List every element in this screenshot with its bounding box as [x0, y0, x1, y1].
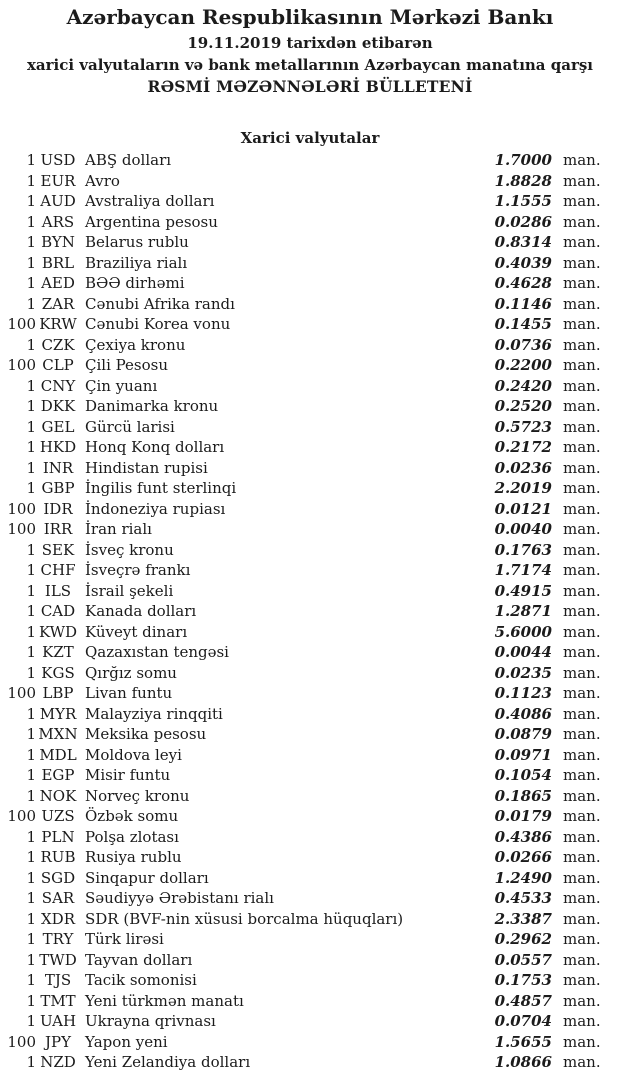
currency-code-cell: BYN: [41, 233, 75, 251]
quantity-cell: 1: [26, 376, 36, 395]
currency-code-cell: USD: [40, 151, 76, 169]
currency-name-cell: Gürcü larisi: [85, 417, 175, 436]
rate-value-cell: 0.4857: [494, 991, 552, 1010]
bulletin-header: [0, 0, 620, 149]
currency-code-cell: UZS: [41, 807, 75, 825]
unit-cell: man.: [563, 397, 601, 415]
unit-cell: man.: [563, 274, 601, 292]
currency-name-cell: Avro: [85, 171, 120, 190]
unit-cell: man.: [563, 909, 601, 928]
currency-code-cell: CAD: [40, 602, 76, 620]
table-row: [0, 766, 620, 787]
currency-code-cell: JPY: [44, 1032, 71, 1051]
unit-cell: man.: [563, 356, 601, 374]
unit-cell: man.: [563, 745, 601, 764]
unit-cell: man.: [563, 581, 601, 600]
quantity-cell: 1: [26, 950, 36, 969]
rate-value-cell: 1.5655: [494, 1032, 552, 1051]
unit-cell: man.: [563, 192, 601, 210]
currency-code-cell: GEL: [41, 417, 75, 436]
currency-code-cell: TMT: [40, 991, 76, 1010]
table-row: [0, 746, 620, 767]
table-row: [0, 807, 620, 828]
currency-code-cell: AUD: [40, 192, 76, 210]
quantity-cell: 100: [7, 684, 36, 702]
rate-value-cell: 0.4039: [494, 253, 552, 272]
quantity-cell: 1: [26, 1053, 36, 1071]
rate-value-cell: 2.2019: [494, 479, 552, 497]
rate-value-cell: 1.0866: [494, 1053, 552, 1071]
table-row: [0, 438, 620, 459]
currency-code-cell: KZT: [42, 643, 74, 661]
quantity-cell: 1: [26, 663, 36, 682]
table-row: [0, 500, 620, 521]
quantity-cell: 1: [26, 479, 36, 497]
currency-name-cell: İngilis funt sterlinqi: [85, 479, 237, 497]
unit-cell: man.: [563, 704, 601, 723]
currency-code-cell: MXN: [38, 725, 78, 743]
rate-value-cell: 0.0286: [494, 212, 552, 231]
quantity-cell: 1: [26, 622, 36, 641]
rate-value-cell: 2.3387: [494, 909, 552, 928]
bank-title: Azərbaycan Respublikasının Mərkəzi Bankı: [66, 5, 554, 29]
currency-name-cell: Moldova leyi: [85, 745, 182, 764]
table-row: [0, 1053, 620, 1074]
currency-code-cell: HKD: [39, 438, 77, 456]
unit-cell: man.: [563, 868, 601, 887]
unit-cell: man.: [563, 1012, 601, 1030]
rate-value-cell: 0.0704: [494, 1012, 552, 1030]
currency-name-cell: Norveç kronu: [85, 786, 190, 805]
currency-name-cell: İsveç kronu: [85, 540, 174, 559]
currency-code-cell: CZK: [41, 335, 75, 354]
quantity-cell: 1: [26, 766, 36, 784]
unit-cell: man.: [563, 684, 601, 702]
currency-code-cell: CHF: [40, 561, 76, 579]
currency-code-cell: ZAR: [41, 294, 75, 313]
currency-name-cell: Avstraliya dolları: [85, 192, 215, 210]
quantity-cell: 1: [26, 171, 36, 190]
rate-value-cell: 0.1763: [494, 540, 552, 559]
quantity-cell: 1: [26, 438, 36, 456]
currency-code-cell: NZD: [40, 1053, 76, 1071]
currency-code-cell: GBP: [41, 479, 75, 497]
rate-value-cell: 0.0557: [494, 950, 552, 969]
rate-value-cell: 0.0736: [494, 335, 552, 354]
table-row: [0, 1012, 620, 1033]
quantity-cell: 1: [26, 151, 36, 169]
unit-cell: man.: [563, 315, 601, 333]
unit-cell: man.: [563, 499, 601, 518]
currency-code-cell: TWD: [39, 950, 77, 969]
rate-value-cell: 1.7174: [494, 561, 552, 579]
rate-value-cell: 0.5723: [494, 417, 552, 436]
table-row: [0, 295, 620, 316]
unit-cell: man.: [563, 971, 601, 989]
quantity-cell: 1: [26, 725, 36, 743]
table-row: [0, 233, 620, 254]
table-row: [0, 377, 620, 398]
unit-cell: man.: [563, 479, 601, 497]
currency-code-cell: CLP: [42, 356, 74, 374]
quantity-cell: 1: [26, 602, 36, 620]
quantity-cell: 100: [7, 356, 36, 374]
currency-code-cell: SEK: [41, 540, 75, 559]
currency-code-cell: SAR: [41, 889, 75, 907]
quantity-cell: 1: [26, 233, 36, 251]
unit-cell: man.: [563, 540, 601, 559]
unit-cell: man.: [563, 827, 601, 846]
unit-cell: man.: [563, 643, 601, 661]
table-row: [0, 664, 620, 685]
currency-code-cell: EGP: [41, 766, 75, 784]
table-row: [0, 254, 620, 275]
rate-value-cell: 1.2871: [494, 602, 552, 620]
rate-value-cell: 0.2172: [494, 438, 552, 456]
currency-name-cell: Honq Konq dolları: [85, 438, 225, 456]
quantity-cell: 1: [26, 253, 36, 272]
currency-code-cell: UAH: [39, 1012, 77, 1030]
quantity-cell: 100: [7, 315, 36, 333]
currency-name-cell: Livan funtu: [85, 684, 173, 702]
bulletin-title: RƏSMİ MƏZƏNNƏLƏRİ BÜLLETENİ: [147, 77, 473, 96]
unit-cell: man.: [563, 520, 601, 538]
currency-code-cell: LBP: [42, 684, 74, 702]
currency-name-cell: Argentina pesosu: [85, 212, 218, 231]
unit-cell: man.: [563, 151, 601, 169]
currency-name-cell: BƏƏ dirhəmi: [85, 274, 185, 292]
quantity-cell: 1: [26, 212, 36, 231]
unit-cell: man.: [563, 335, 601, 354]
table-row: [0, 1033, 620, 1054]
currency-name-cell: Braziliya rialı: [85, 253, 188, 272]
quantity-cell: 100: [7, 807, 36, 825]
table-row: [0, 520, 620, 541]
unit-cell: man.: [563, 725, 601, 743]
currency-code-cell: AED: [41, 274, 75, 292]
currency-code-cell: TJS: [44, 971, 72, 989]
quantity-cell: 1: [26, 417, 36, 436]
currency-name-cell: Yeni Zelandiya dolları: [85, 1053, 251, 1071]
unit-cell: man.: [563, 212, 601, 231]
quantity-cell: 1: [26, 827, 36, 846]
unit-cell: man.: [563, 848, 601, 866]
currency-name-cell: Polşa zlotası: [85, 827, 179, 846]
currency-code-cell: SGD: [40, 868, 76, 887]
quantity-cell: 1: [26, 786, 36, 805]
quantity-cell: 1: [26, 930, 36, 948]
table-row: [0, 684, 620, 705]
currency-code-cell: TRY: [42, 930, 74, 948]
quantity-cell: 1: [26, 458, 36, 477]
quantity-cell: 1: [26, 335, 36, 354]
table-row: [0, 602, 620, 623]
rate-value-cell: 0.4533: [494, 889, 552, 907]
table-row: [0, 787, 620, 808]
table-row: [0, 459, 620, 480]
table-row: [0, 828, 620, 849]
quantity-cell: 100: [7, 520, 36, 538]
currency-name-cell: Qırğız somu: [85, 663, 177, 682]
table-row: [0, 336, 620, 357]
rate-value-cell: 0.1753: [494, 971, 552, 989]
currency-code-cell: XDR: [41, 909, 75, 928]
rate-value-cell: 0.0971: [494, 745, 552, 764]
table-row: [0, 397, 620, 418]
rate-value-cell: 0.0044: [494, 643, 552, 661]
quantity-cell: 1: [26, 1012, 36, 1030]
table-row: [0, 192, 620, 213]
quantity-cell: 1: [26, 971, 36, 989]
table-row: [0, 541, 620, 562]
rate-value-cell: 0.2520: [494, 397, 552, 415]
rate-value-cell: 1.1555: [494, 192, 552, 210]
table-row: [0, 213, 620, 234]
rate-value-cell: 0.1146: [494, 294, 552, 313]
unit-cell: man.: [563, 889, 601, 907]
table-row: [0, 274, 620, 295]
table-row: [0, 561, 620, 582]
quantity-cell: 1: [26, 643, 36, 661]
currency-code-cell: PLN: [41, 827, 75, 846]
table-row: [0, 910, 620, 931]
quantity-cell: 1: [26, 581, 36, 600]
currency-code-cell: RUB: [40, 848, 76, 866]
rate-value-cell: 0.1123: [494, 684, 552, 702]
quantity-cell: 1: [26, 192, 36, 210]
table-row: [0, 889, 620, 910]
currency-name-cell: Çin yuanı: [85, 376, 158, 395]
currency-name-cell: İsrail şekeli: [85, 581, 174, 600]
unit-cell: man.: [563, 233, 601, 251]
currency-name-cell: Yapon yeni: [85, 1032, 168, 1051]
unit-cell: man.: [563, 253, 601, 272]
quantity-cell: 1: [26, 745, 36, 764]
currency-name-cell: ABŞ dolları: [85, 151, 172, 169]
unit-cell: man.: [563, 417, 601, 436]
unit-cell: man.: [563, 561, 601, 579]
rate-value-cell: 0.0236: [494, 458, 552, 477]
rate-value-cell: 0.1455: [494, 315, 552, 333]
rate-value-cell: 0.4386: [494, 827, 552, 846]
unit-cell: man.: [563, 1053, 601, 1071]
quantity-cell: 1: [26, 889, 36, 907]
unit-cell: man.: [563, 1032, 601, 1051]
quantity-cell: 100: [7, 1032, 36, 1051]
unit-cell: man.: [563, 807, 601, 825]
quantity-cell: 1: [26, 704, 36, 723]
rates-table-body: [0, 151, 620, 1074]
rate-value-cell: 0.1054: [494, 766, 552, 784]
unit-cell: man.: [563, 663, 601, 682]
currency-name-cell: İran rialı: [85, 520, 152, 538]
unit-cell: man.: [563, 991, 601, 1010]
currency-name-cell: Türk lirəsi: [85, 930, 164, 948]
rate-value-cell: 0.0235: [494, 663, 552, 682]
rate-value-cell: 0.0879: [494, 725, 552, 743]
currency-name-cell: Sinqapur dolları: [85, 868, 209, 887]
rate-value-cell: 0.1865: [494, 786, 552, 805]
rate-value-cell: 0.4086: [494, 704, 552, 723]
table-row: [0, 848, 620, 869]
quantity-cell: 1: [26, 848, 36, 866]
quantity-cell: 1: [26, 868, 36, 887]
currency-name-cell: Qazaxıstan tengəsi: [85, 643, 229, 661]
currency-name-cell: Hindistan rupisi: [85, 458, 208, 477]
currency-name-cell: Belarus rublu: [85, 233, 189, 251]
rate-value-cell: 0.2200: [494, 356, 552, 374]
currency-name-cell: Özbək somu: [85, 807, 179, 825]
quantity-cell: 1: [26, 540, 36, 559]
quantity-cell: 1: [26, 991, 36, 1010]
currency-name-cell: Tayvan dolları: [85, 950, 193, 969]
unit-cell: man.: [563, 294, 601, 313]
unit-cell: man.: [563, 171, 601, 190]
currency-code-cell: KGS: [41, 663, 75, 682]
rate-value-cell: 0.8314: [494, 233, 552, 251]
currency-name-cell: Meksika pesosu: [85, 725, 207, 743]
rate-value-cell: 1.7000: [494, 151, 552, 169]
quantity-cell: 1: [26, 274, 36, 292]
unit-cell: man.: [563, 950, 601, 969]
currency-code-cell: MYR: [39, 704, 77, 723]
currency-code-cell: ILS: [44, 581, 72, 600]
currency-code-cell: CNY: [40, 376, 76, 395]
currency-code-cell: NOK: [39, 786, 77, 805]
table-row: [0, 151, 620, 172]
currency-code-cell: IRR: [43, 520, 73, 538]
rate-value-cell: 0.0179: [494, 807, 552, 825]
table-row: [0, 869, 620, 890]
currency-name-cell: Küveyt dinarı: [85, 622, 188, 641]
rate-value-cell: 0.2962: [494, 930, 552, 948]
currency-code-cell: BRL: [41, 253, 75, 272]
currency-code-cell: IDR: [43, 499, 73, 518]
rate-value-cell: 1.2490: [494, 868, 552, 887]
currency-code-cell: KRW: [39, 315, 77, 333]
currency-name-cell: Misir funtu: [85, 766, 171, 784]
unit-cell: man.: [563, 458, 601, 477]
currency-name-cell: Yeni türkmən manatı: [85, 991, 244, 1010]
section-title-foreign-currencies: Xarici valyutalar: [240, 129, 380, 147]
table-row: [0, 479, 620, 500]
unit-cell: man.: [563, 766, 601, 784]
unit-cell: man.: [563, 622, 601, 641]
table-row: [0, 992, 620, 1013]
table-row: [0, 172, 620, 193]
table-row: [0, 725, 620, 746]
currency-name-cell: SDR (BVF-nin xüsusi borcalma hüquqları): [85, 909, 404, 928]
unit-cell: man.: [563, 376, 601, 395]
currency-code-cell: DKK: [40, 397, 76, 415]
rate-value-cell: 5.6000: [494, 622, 552, 641]
currency-name-cell: İndoneziya rupiası: [85, 499, 226, 518]
effective-date-line: 19.11.2019 tarixdən etibarən: [187, 34, 433, 52]
table-row: [0, 418, 620, 439]
table-row: [0, 643, 620, 664]
currency-code-cell: KWD: [38, 622, 78, 641]
rate-value-cell: 0.0040: [494, 520, 552, 538]
currency-name-cell: Ukrayna qrivnası: [85, 1012, 216, 1030]
table-row: [0, 951, 620, 972]
quantity-cell: 1: [26, 909, 36, 928]
unit-cell: man.: [563, 930, 601, 948]
currency-name-cell: Çexiya kronu: [85, 335, 186, 354]
rate-value-cell: 0.4915: [494, 581, 552, 600]
unit-cell: man.: [563, 602, 601, 620]
currency-code-cell: MDL: [39, 745, 77, 764]
currency-name-cell: Səudiyyə Ərəbistanı rialı: [85, 889, 274, 907]
table-row: [0, 315, 620, 336]
rate-value-cell: 0.4628: [494, 274, 552, 292]
table-row: [0, 356, 620, 377]
currency-name-cell: Malayziya rinqqiti: [85, 704, 223, 723]
table-row: [0, 705, 620, 726]
currency-code-cell: EUR: [40, 171, 76, 190]
currency-name-cell: Cənubi Afrika randı: [85, 294, 235, 313]
rate-value-cell: 0.2420: [494, 376, 552, 395]
rate-value-cell: 0.0266: [494, 848, 552, 866]
currency-name-cell: Danimarka kronu: [85, 397, 219, 415]
quantity-cell: 1: [26, 561, 36, 579]
currency-name-cell: Rusiya rublu: [85, 848, 182, 866]
currency-name-cell: İsveçrə frankı: [85, 561, 191, 579]
unit-cell: man.: [563, 438, 601, 456]
quantity-cell: 1: [26, 294, 36, 313]
quantity-cell: 1: [26, 397, 36, 415]
table-row: [0, 971, 620, 992]
currency-code-cell: ARS: [41, 212, 75, 231]
table-row: [0, 930, 620, 951]
currency-name-cell: Çili Pesosu: [85, 356, 169, 374]
table-row: [0, 623, 620, 644]
subtitle-line: xarici valyutaların və bank metallarının Azərbaycan manatına qarşı: [26, 56, 594, 74]
rate-value-cell: 0.0121: [494, 499, 552, 518]
currency-name-cell: Tacik somonisi: [85, 971, 197, 989]
rate-value-cell: 1.8828: [494, 171, 552, 190]
table-row: [0, 582, 620, 603]
currency-code-cell: INR: [42, 458, 74, 477]
currency-name-cell: Kanada dolları: [85, 602, 197, 620]
quantity-cell: 100: [7, 499, 36, 518]
currency-name-cell: Cənubi Korea vonu: [85, 315, 231, 333]
unit-cell: man.: [563, 786, 601, 805]
